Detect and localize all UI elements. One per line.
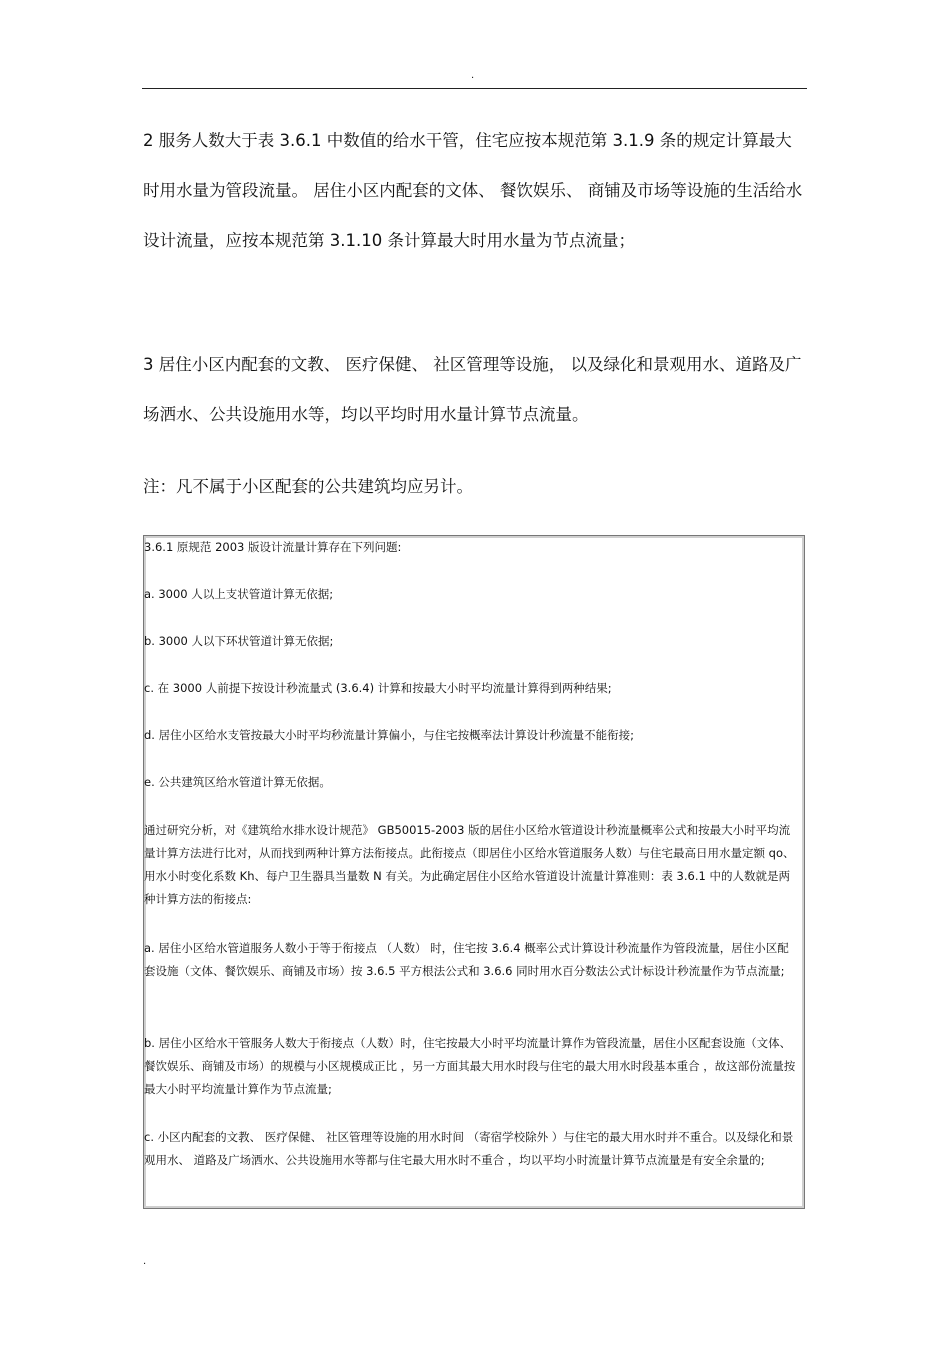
footer-mark: .	[143, 1256, 147, 1267]
header-rule	[142, 88, 807, 89]
issue-d: d. 居住小区给水支管按最大小时平均秒流量计算偏小，与住宅按概率法计算设计秒流量不能衔接;	[144, 728, 634, 742]
header-mark: .	[471, 70, 475, 81]
explanation-box	[143, 535, 805, 1209]
rule-b: b. 居住小区给水干管服务人数大于衔接点（人数）时，住宅按最大小时平均流量计算作为管段流量，居住小区配套设施（文体、餐饮娱乐、商铺及市场）的规模与小区规模成正比 ，另一方面其最大用水时段与住宅的最大用水时段基本重合 ，故这部份流量按最大小时平均流量计算作为节点流量;	[144, 1036, 796, 1096]
paragraph-2: 2 服务人数大于表 3.6.1 中数值的给水干管，住宅应按本规范第 3.1.9 条的规定计算最大时用水量为管段流量。 居住小区内配套的文体、 餐饮娱乐、 商铺及市场等设施的生活给水设计流量，应按本规范第 3.1.10 条计算最大时用水量为节点流量；	[143, 131, 803, 250]
issue-a: a. 3000 人以上支状管道计算无依据;	[144, 587, 334, 601]
issue-e: e. 公共建筑区给水管道计算无依据。	[144, 775, 331, 789]
paragraph-3: 3 居住小区内配套的文教、 医疗保健、 社区管理等设施， 以及绿化和景观用水、道路及广场洒水、公共设施用水等，均以平均时用水量计算节点流量。	[143, 355, 802, 424]
note-paragraph: 注：凡不属于小区配套的公共建筑均应另计。	[143, 477, 473, 496]
issue-c: c. 在 3000 人前提下按设计秒流量式 (3.6.4) 计算和按最大小时平均流量计算得到两种结果;	[144, 681, 612, 695]
analysis-paragraph: 通过研究分析，对《建筑给水排水设计规范》 GB50015-2003 版的居住小区给水管道设计秒流量概率公式和按最大小时平均流量计算方法进行比对，从而找到两种计算方法衔接点。此衔接点（即居住小区给水管道服务人数）与住宅最高日用水量定额 qo、用水小时变化系数 Kh、每户卫生器具当量数 N 有关。为此确定居住小区给水管道设计流量计算准则：表 3.6.1 中的人数就是两种计算方法的衔接点:	[144, 823, 795, 906]
rule-a: a. 居住小区给水管道服务人数小于等于衔接点 （人数） 时，住宅按 3.6.4 概率公式计算设计秒流量作为管段流量，居住小区配套设施（文体、餐饮娱乐、商铺及市场）按 3.6.5 平方根法公式和 3.6.6 同时用水百分数法公式计标设计秒流量作为节点流量;	[144, 941, 789, 978]
rule-c: c. 小区内配套的文教、 医疗保健、 社区管理等设施的用水时间 （寄宿学校除外 ）与住宅的最大用水时并不重合。以及绿化和景观用水、 道路及广场洒水、公共设施用水等都与住宅最大用水时不重合 ，均以平均小时流量计算节点流量是有安全余量的;	[144, 1130, 794, 1167]
issue-b: b. 3000 人以下环状管道计算无依据;	[144, 634, 334, 648]
box-title: 3.6.1 原规范 2003 版设计流量计算存在下列问题:	[144, 540, 402, 554]
